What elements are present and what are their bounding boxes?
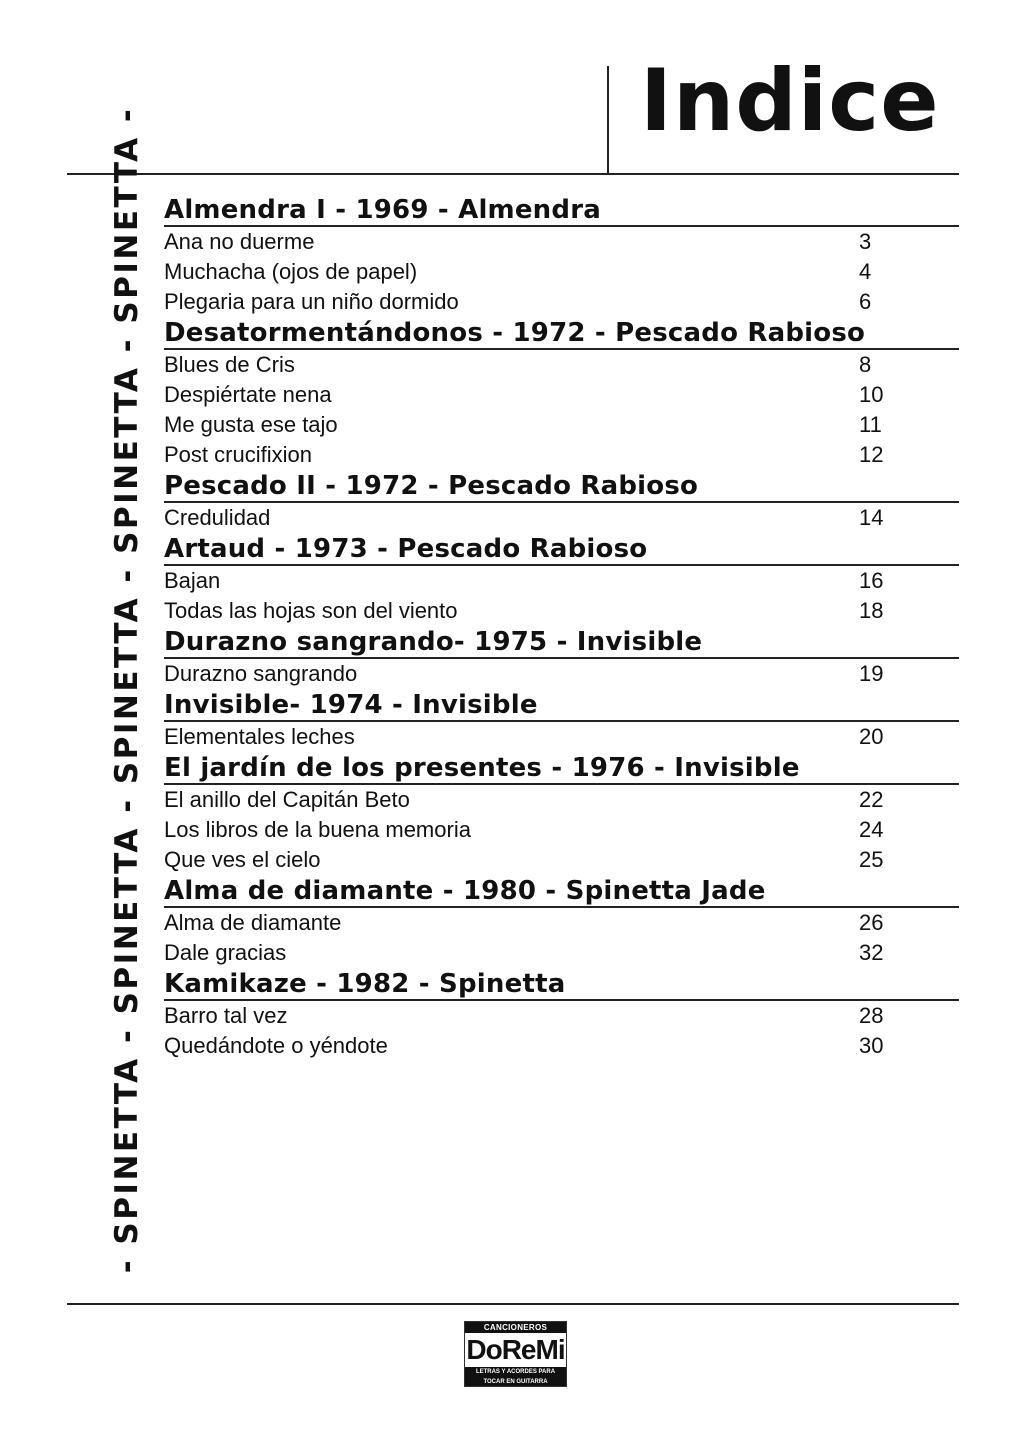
page-number: 18	[859, 598, 884, 623]
toc-row	[164, 227, 959, 257]
page-number: 4	[859, 259, 872, 284]
song-title: Quedándote o yéndote	[164, 1033, 388, 1058]
album-heading: Pescado II - 1972 - Pescado Rabioso	[164, 470, 959, 503]
song-title: Despiértate nena	[164, 382, 332, 407]
side-banner: - SPINETTA - SPINETTA - SPINETTA - SPINETTA - SPINETTA -	[109, 106, 145, 1274]
title-divider	[607, 66, 609, 174]
album-heading: Desatormentándonos - 1972 - Pescado Rabioso	[164, 317, 959, 350]
page-number: 32	[859, 940, 884, 965]
toc-row	[164, 596, 959, 626]
song-title: Los libros de la buena memoria	[164, 817, 471, 842]
song-title: El anillo del Capitán Beto	[164, 787, 410, 812]
toc-row	[164, 410, 959, 440]
song-title: Plegaria para un niño dormido	[164, 289, 459, 314]
toc-row	[164, 815, 959, 845]
toc-row	[164, 503, 959, 533]
toc-row	[164, 938, 959, 968]
album-heading: Alma de diamante - 1980 - Spinetta Jade	[164, 875, 959, 908]
page-title: Indice	[640, 51, 940, 151]
toc-row	[164, 659, 959, 689]
album-heading: Almendra I - 1969 - Almendra	[164, 194, 959, 227]
page-number: 8	[859, 352, 872, 377]
page-number: 28	[859, 1003, 884, 1028]
toc-row	[164, 722, 959, 752]
logo-bottom-text: LETRAS Y ACORDES PARA TOCAR EN GUITARRA	[465, 1367, 566, 1387]
page-number: 10	[859, 382, 884, 407]
song-title: Barro tal vez	[164, 1003, 288, 1028]
song-title: Alma de diamante	[164, 910, 342, 935]
song-title: Post crucifixion	[164, 442, 312, 467]
toc-row	[164, 845, 959, 875]
song-title: Me gusta ese tajo	[164, 412, 338, 437]
bottom-rule	[67, 1303, 959, 1305]
album-heading: Invisible- 1974 - Invisible	[164, 689, 959, 722]
table-of-contents	[164, 194, 959, 1061]
page-number: 6	[859, 289, 872, 314]
toc-row	[164, 440, 959, 470]
page-number: 30	[859, 1033, 884, 1058]
page-number: 26	[859, 910, 884, 935]
song-title: Ana no duerme	[164, 229, 315, 254]
toc-row	[164, 1001, 959, 1031]
page-number: 22	[859, 787, 884, 812]
song-title: Durazno sangrando	[164, 661, 358, 686]
doremi-logo	[464, 1321, 567, 1387]
song-title: Elementales leches	[164, 724, 355, 749]
page-number: 20	[859, 724, 884, 749]
toc-row	[164, 785, 959, 815]
page-number: 12	[859, 442, 884, 467]
song-title: Todas las hojas son del viento	[164, 598, 458, 623]
album-heading: Durazno sangrando- 1975 - Invisible	[164, 626, 959, 659]
toc-row	[164, 908, 959, 938]
toc-row	[164, 380, 959, 410]
page-number: 14	[859, 505, 884, 530]
logo-top-text: CANCIONEROS	[465, 1322, 566, 1333]
song-title: Que ves el cielo	[164, 847, 321, 872]
page-number: 16	[859, 568, 884, 593]
top-rule	[67, 173, 959, 175]
page-number: 19	[859, 661, 884, 686]
page-number: 25	[859, 847, 884, 872]
page-number: 11	[859, 412, 882, 437]
toc-row	[164, 287, 959, 317]
toc-row	[164, 566, 959, 596]
toc-row	[164, 1031, 959, 1061]
page-number: 24	[859, 817, 884, 842]
page-number: 3	[859, 229, 872, 254]
album-heading: El jardín de los presentes - 1976 - Invisible	[164, 752, 959, 785]
song-title: Credulidad	[164, 505, 271, 530]
song-title: Bajan	[164, 568, 221, 593]
logo-brand: DoReMi	[466, 1334, 565, 1365]
album-heading: Artaud - 1973 - Pescado Rabioso	[164, 533, 959, 566]
song-title: Dale gracias	[164, 940, 287, 965]
toc-row	[164, 350, 959, 380]
toc-row	[164, 257, 959, 287]
song-title: Blues de Cris	[164, 352, 295, 377]
album-heading: Kamikaze - 1982 - Spinetta	[164, 968, 959, 1001]
song-title: Muchacha (ojos de papel)	[164, 259, 418, 284]
